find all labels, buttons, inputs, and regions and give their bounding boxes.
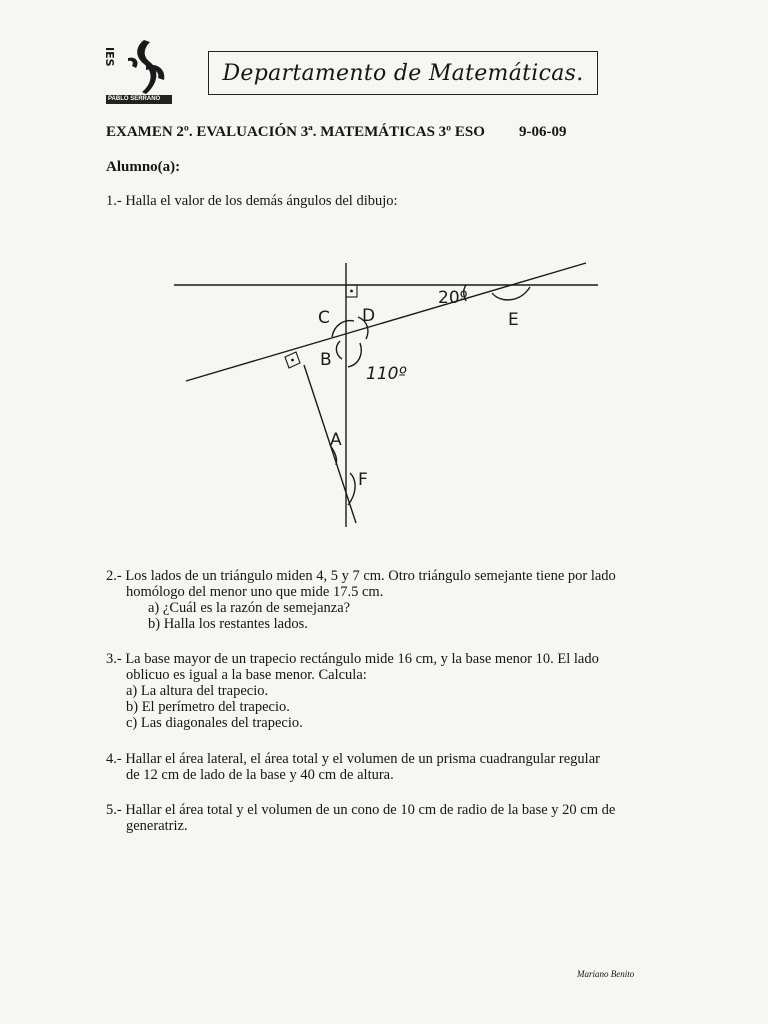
exam-header: EXAMEN 2º. EVALUACIÓN 3ª. MATEMÁTICAS 3º ESO bbox=[106, 124, 485, 140]
question-2-a: a) ¿Cuál es la razón de semejanza? bbox=[148, 600, 351, 616]
logo-vertical-text: IES bbox=[103, 47, 116, 67]
question-3-line-2: oblicuo es igual a la base menor. Calcula: bbox=[126, 667, 367, 683]
label-f: F bbox=[358, 470, 368, 490]
question-3-line-1: 3.- La base mayor de un trapecio rectángulo mide 16 cm, y la base menor 10. El lado bbox=[106, 651, 599, 667]
footer-author: Mariano Benito bbox=[577, 969, 635, 979]
question-1: 1.- Halla el valor de los demás ángulos del dibujo: bbox=[106, 193, 398, 209]
label-c: C bbox=[318, 308, 330, 328]
question-2-b: b) Halla los restantes lados. bbox=[148, 616, 308, 632]
angles-diagram bbox=[170, 255, 610, 535]
school-logo bbox=[103, 36, 172, 104]
question-3-c: c) Las diagonales del trapecio. bbox=[126, 715, 303, 731]
department-box bbox=[208, 51, 598, 95]
label-angle-20: 20º bbox=[438, 288, 468, 308]
logo-label: PABLO SERRANO bbox=[106, 95, 172, 104]
question-4-line-1: 4.- Hallar el área lateral, el área total y el volumen de un prisma cuadrangular regular bbox=[106, 751, 600, 767]
student-name-label: Alumno(a): bbox=[106, 159, 181, 175]
label-angle-110: 110º bbox=[366, 364, 407, 384]
department-title: Departamento de Matemáticas. bbox=[222, 60, 584, 86]
question-3-b: b) El perímetro del trapecio. bbox=[126, 699, 290, 715]
label-a: A bbox=[330, 430, 342, 450]
question-5-line-1: 5.- Hallar el área total y el volumen de un cono de 10 cm de radio de la base y 20 cm de bbox=[106, 802, 616, 818]
label-d: D bbox=[362, 306, 376, 326]
question-5-line-2: generatriz. bbox=[126, 818, 188, 834]
question-2-line-1: 2.- Los lados de un triángulo miden 4, 5 y 7 cm. Otro triángulo semejante tiene por lado bbox=[106, 568, 616, 584]
label-e: E bbox=[508, 310, 519, 330]
label-b: B bbox=[320, 350, 332, 370]
question-4-line-2: de 12 cm de lado de la base y 40 cm de altura. bbox=[126, 767, 394, 783]
question-3-a: a) La altura del trapecio. bbox=[126, 683, 269, 699]
question-2-line-2: homólogo del menor uno que mide 17.5 cm. bbox=[126, 584, 384, 600]
exam-date: 9-06-09 bbox=[519, 124, 567, 140]
